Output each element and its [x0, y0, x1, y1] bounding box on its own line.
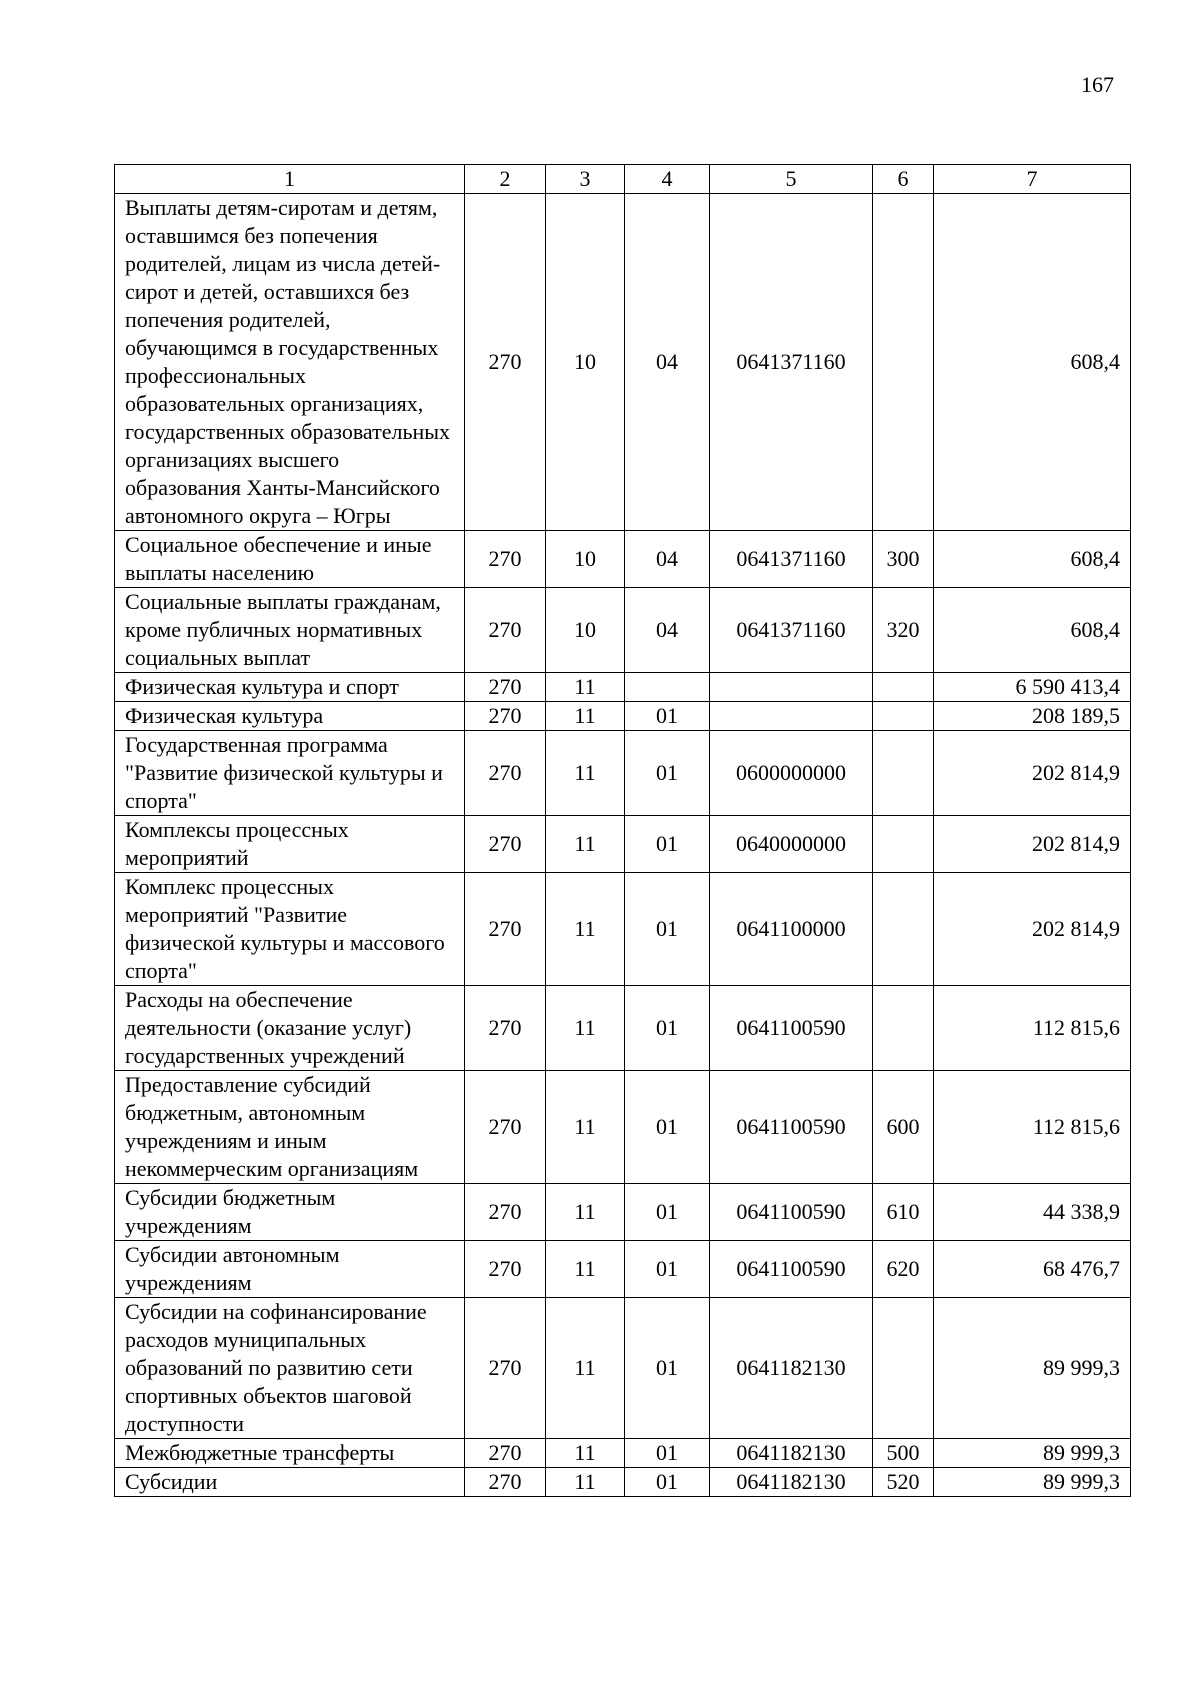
- row-name-cell: Межбюджетные трансферты: [115, 1439, 465, 1468]
- row-name-cell: Субсидии автономным учреждениям: [115, 1241, 465, 1298]
- ministry-code-cell: 270: [465, 531, 546, 588]
- amount-cell: 112 815,6: [934, 986, 1131, 1071]
- budget-table: [114, 164, 1131, 1497]
- table-row: [115, 1184, 1131, 1241]
- section-code-cell: 11: [546, 1241, 625, 1298]
- section-code-cell: 11: [546, 1298, 625, 1439]
- column-header: 3: [546, 165, 625, 194]
- subsection-code-cell: [625, 673, 710, 702]
- expense-type-code-cell: 500: [873, 1439, 934, 1468]
- subsection-code-cell: 01: [625, 731, 710, 816]
- row-name-cell: Субсидии на софинансирование расходов муниципальных образований по развитию сети спортивных объектов шаговой доступности: [115, 1298, 465, 1439]
- target-article-code-cell: 0641371160: [710, 531, 873, 588]
- row-name-cell: Субсидии бюджетным учреждениям: [115, 1184, 465, 1241]
- table-row: [115, 1071, 1131, 1184]
- subsection-code-cell: 01: [625, 1298, 710, 1439]
- target-article-code-cell: 0640000000: [710, 816, 873, 873]
- table-row: [115, 1468, 1131, 1497]
- section-code-cell: 11: [546, 816, 625, 873]
- section-code-cell: 10: [546, 194, 625, 531]
- expense-type-code-cell: [873, 873, 934, 986]
- amount-cell: 44 338,9: [934, 1184, 1131, 1241]
- ministry-code-cell: 270: [465, 1241, 546, 1298]
- subsection-code-cell: 01: [625, 816, 710, 873]
- table-row: [115, 702, 1131, 731]
- section-code-cell: 11: [546, 702, 625, 731]
- expense-type-code-cell: [873, 194, 934, 531]
- target-article-code-cell: 0641100590: [710, 1241, 873, 1298]
- table-body: [115, 194, 1131, 1497]
- row-name-cell: Социальное обеспечение и иные выплаты населению: [115, 531, 465, 588]
- subsection-code-cell: 04: [625, 531, 710, 588]
- subsection-code-cell: 01: [625, 873, 710, 986]
- ministry-code-cell: 270: [465, 873, 546, 986]
- expense-type-code-cell: [873, 673, 934, 702]
- section-code-cell: 11: [546, 1071, 625, 1184]
- amount-cell: 6 590 413,4: [934, 673, 1131, 702]
- column-header: 1: [115, 165, 465, 194]
- section-code-cell: 11: [546, 673, 625, 702]
- expense-type-code-cell: [873, 816, 934, 873]
- amount-cell: 202 814,9: [934, 731, 1131, 816]
- subsection-code-cell: 04: [625, 194, 710, 531]
- amount-cell: 112 815,6: [934, 1071, 1131, 1184]
- amount-cell: 202 814,9: [934, 816, 1131, 873]
- subsection-code-cell: 01: [625, 1184, 710, 1241]
- ministry-code-cell: 270: [465, 1071, 546, 1184]
- ministry-code-cell: 270: [465, 702, 546, 731]
- row-name-cell: Физическая культура и спорт: [115, 673, 465, 702]
- expense-type-code-cell: 300: [873, 531, 934, 588]
- target-article-code-cell: 0641182130: [710, 1439, 873, 1468]
- target-article-code-cell: 0641182130: [710, 1298, 873, 1439]
- expense-type-code-cell: [873, 1298, 934, 1439]
- section-code-cell: 11: [546, 1468, 625, 1497]
- amount-cell: 89 999,3: [934, 1298, 1131, 1439]
- row-name-cell: Предоставление субсидий бюджетным, автономным учреждениям и иным некоммерческим организациям: [115, 1071, 465, 1184]
- ministry-code-cell: 270: [465, 588, 546, 673]
- subsection-code-cell: 01: [625, 1071, 710, 1184]
- section-code-cell: 10: [546, 588, 625, 673]
- amount-cell: 608,4: [934, 588, 1131, 673]
- target-article-code-cell: 0641100590: [710, 986, 873, 1071]
- column-header: 2: [465, 165, 546, 194]
- ministry-code-cell: 270: [465, 731, 546, 816]
- header-row: [115, 165, 1131, 194]
- row-name-cell: Государственная программа "Развитие физической культуры и спорта": [115, 731, 465, 816]
- table-row: [115, 816, 1131, 873]
- ministry-code-cell: 270: [465, 673, 546, 702]
- ministry-code-cell: 270: [465, 1439, 546, 1468]
- subsection-code-cell: 01: [625, 1468, 710, 1497]
- section-code-cell: 11: [546, 1184, 625, 1241]
- ministry-code-cell: 270: [465, 1184, 546, 1241]
- expense-type-code-cell: [873, 986, 934, 1071]
- table-row: [115, 986, 1131, 1071]
- amount-cell: 68 476,7: [934, 1241, 1131, 1298]
- ministry-code-cell: 270: [465, 1468, 546, 1497]
- table-row: [115, 873, 1131, 986]
- section-code-cell: 11: [546, 873, 625, 986]
- ministry-code-cell: 270: [465, 194, 546, 531]
- amount-cell: 202 814,9: [934, 873, 1131, 986]
- expense-type-code-cell: 520: [873, 1468, 934, 1497]
- expense-type-code-cell: 600: [873, 1071, 934, 1184]
- target-article-code-cell: 0641100000: [710, 873, 873, 986]
- ministry-code-cell: 270: [465, 1298, 546, 1439]
- expense-type-code-cell: 320: [873, 588, 934, 673]
- table-row: [115, 531, 1131, 588]
- subsection-code-cell: 01: [625, 1439, 710, 1468]
- section-code-cell: 11: [546, 731, 625, 816]
- target-article-code-cell: 0641100590: [710, 1071, 873, 1184]
- row-name-cell: Субсидии: [115, 1468, 465, 1497]
- target-article-code-cell: 0641182130: [710, 1468, 873, 1497]
- table-row: [115, 731, 1131, 816]
- subsection-code-cell: 01: [625, 986, 710, 1071]
- row-name-cell: Социальные выплаты гражданам, кроме публичных нормативных социальных выплат: [115, 588, 465, 673]
- row-name-cell: Физическая культура: [115, 702, 465, 731]
- column-header: 6: [873, 165, 934, 194]
- expense-type-code-cell: [873, 702, 934, 731]
- ministry-code-cell: 270: [465, 816, 546, 873]
- column-header: 7: [934, 165, 1131, 194]
- table-row: [115, 194, 1131, 531]
- amount-cell: 208 189,5: [934, 702, 1131, 731]
- target-article-code-cell: 0600000000: [710, 731, 873, 816]
- amount-cell: 608,4: [934, 194, 1131, 531]
- expense-type-code-cell: [873, 731, 934, 816]
- table-row: [115, 1439, 1131, 1468]
- target-article-code-cell: 0641371160: [710, 194, 873, 531]
- table-row: [115, 588, 1131, 673]
- table-row: [115, 1241, 1131, 1298]
- table-row: [115, 673, 1131, 702]
- table-row: [115, 1298, 1131, 1439]
- column-header: 4: [625, 165, 710, 194]
- row-name-cell: Выплаты детям-сиротам и детям, оставшимся без попечения родителей, лицам из числа детей-сирот и детей, оставшихся без попечения родителей, обучающимся в государственных профессиональных образовательных организациях, государственных образовательных организациях высшего образования Ханты-Мансийского автономного округа – Югры: [115, 194, 465, 531]
- subsection-code-cell: 01: [625, 1241, 710, 1298]
- column-header: 5: [710, 165, 873, 194]
- expense-type-code-cell: 610: [873, 1184, 934, 1241]
- ministry-code-cell: 270: [465, 986, 546, 1071]
- target-article-code-cell: 0641100590: [710, 1184, 873, 1241]
- amount-cell: 89 999,3: [934, 1439, 1131, 1468]
- section-code-cell: 11: [546, 986, 625, 1071]
- row-name-cell: Комплекс процессных мероприятий "Развитие физической культуры и массового спорта": [115, 873, 465, 986]
- amount-cell: 608,4: [934, 531, 1131, 588]
- subsection-code-cell: 04: [625, 588, 710, 673]
- section-code-cell: 11: [546, 1439, 625, 1468]
- row-name-cell: Расходы на обеспечение деятельности (оказание услуг) государственных учреждений: [115, 986, 465, 1071]
- section-code-cell: 10: [546, 531, 625, 588]
- target-article-code-cell: 0641371160: [710, 588, 873, 673]
- subsection-code-cell: 01: [625, 702, 710, 731]
- row-name-cell: Комплексы процессных мероприятий: [115, 816, 465, 873]
- amount-cell: 89 999,3: [934, 1468, 1131, 1497]
- expense-type-code-cell: 620: [873, 1241, 934, 1298]
- target-article-code-cell: [710, 673, 873, 702]
- page-number: 167: [1081, 72, 1114, 97]
- target-article-code-cell: [710, 702, 873, 731]
